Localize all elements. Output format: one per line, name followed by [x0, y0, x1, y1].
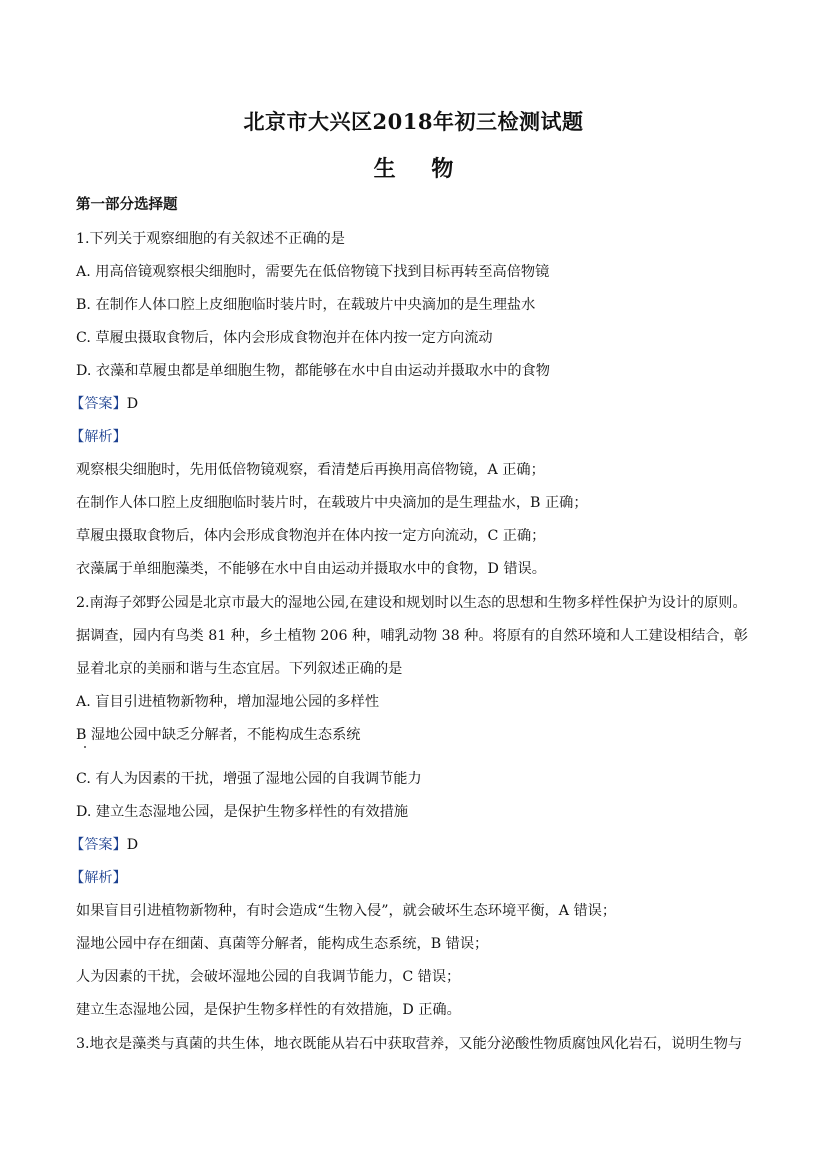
exam-title: 北京市大兴区2018年初三检测试题	[243, 109, 584, 134]
q1-analysis-line: 观察根尖细胞时，先用低倍物镜观察，看清楚后再换用高倍物镜，A 正确；	[76, 462, 545, 478]
q1-answer-tag: 【答案】	[70, 396, 127, 412]
subject-title: 生 物	[373, 156, 468, 182]
q2-stem-line: 2.南海子郊野公园是北京市最大的湿地公园,在建设和规划时以生态的思想和生物多样性保护为设计的原则。	[76, 595, 747, 611]
q1-analysis-line: 衣藻属于单细胞藻类，不能够在水中自由运动并摄取水中的食物，D 错误。	[76, 561, 546, 577]
q2-stem-line: 据调查，园内有鸟类 81 种，乡土植物 206 种，哺乳动物 38 种。将原有的自然环境和人工建设相结合，彰	[76, 628, 748, 644]
q2-analysis-label: 【解析】	[70, 870, 127, 886]
q1-option-c: C. 草履虫摄取食物后，体内会形成食物泡并在体内按一定方向流动	[76, 330, 493, 346]
q2-analysis-tag	[70, 869, 127, 887]
q2-analysis-line: 建立生态湿地公园，是保护生物多样性的有效措施，D 正确。	[76, 1002, 461, 1018]
q1-analysis-line: 草履虫摄取食物后，体内会形成食物泡并在体内按一定方向流动，C 正确；	[76, 528, 546, 544]
q2-option-a: A. 盲目引进植物新物种，增加湿地公园的多样性	[76, 694, 380, 710]
stray-dot	[84, 746, 86, 748]
q1-answer-value: D	[126, 396, 139, 412]
q2-stem-line: 显着北京的美丽和谐与生态宜居。下列叙述正确的是	[76, 661, 403, 677]
q1-analysis-line: 在制作人体口腔上皮细胞临时装片时，在载玻片中央滴加的是生理盐水，B 正确；	[76, 495, 588, 511]
q3-stem: 3.地衣是藻类与真菌的共生体，地衣既能从岩石中获取营养，又能分泌酸性物质腐蚀风化岩石，说明生物与	[76, 1036, 743, 1052]
q1-analysis-label: 【解析】	[70, 429, 127, 445]
section-heading: 第一部分选择题	[76, 196, 178, 213]
q2-answer-tag: 【答案】	[70, 837, 127, 853]
q2-option-d: D. 建立生态湿地公园，是保护生物多样性的有效措施	[76, 804, 409, 820]
q2-answer	[70, 836, 138, 854]
q1-option-d: D. 衣藻和草履虫都是单细胞生物，都能够在水中自由运动并摄取水中的食物	[76, 363, 550, 379]
q2-option-b: B 湿地公园中缺乏分解者，不能构成生态系统	[76, 727, 361, 743]
q1-option-a: A. 用高倍镜观察根尖细胞时，需要先在低倍物镜下找到目标再转至高倍物镜	[76, 264, 550, 280]
q1-stem: 1.下列关于观察细胞的有关叙述不正确的是	[76, 231, 345, 247]
q2-answer-value: D	[126, 837, 139, 853]
q2-analysis-line: 人为因素的干扰，会破坏湿地公园的自我调节能力，C 错误；	[76, 969, 461, 985]
q2-analysis-line: 湿地公园中存在细菌、真菌等分解者，能构成生态系统，B 错误；	[76, 936, 489, 952]
q2-analysis-line: 如果盲目引进植物新物种，有时会造成“生物入侵”，就会破坏生态环境平衡，A 错误；	[76, 903, 617, 919]
q1-analysis-tag	[70, 428, 127, 446]
q1-answer	[70, 395, 138, 413]
q1-option-b: B. 在制作人体口腔上皮细胞临时装片时，在载玻片中央滴加的是生理盐水	[76, 297, 536, 313]
q2-option-c: C. 有人为因素的干扰，增强了湿地公园的自我调节能力	[76, 771, 422, 787]
